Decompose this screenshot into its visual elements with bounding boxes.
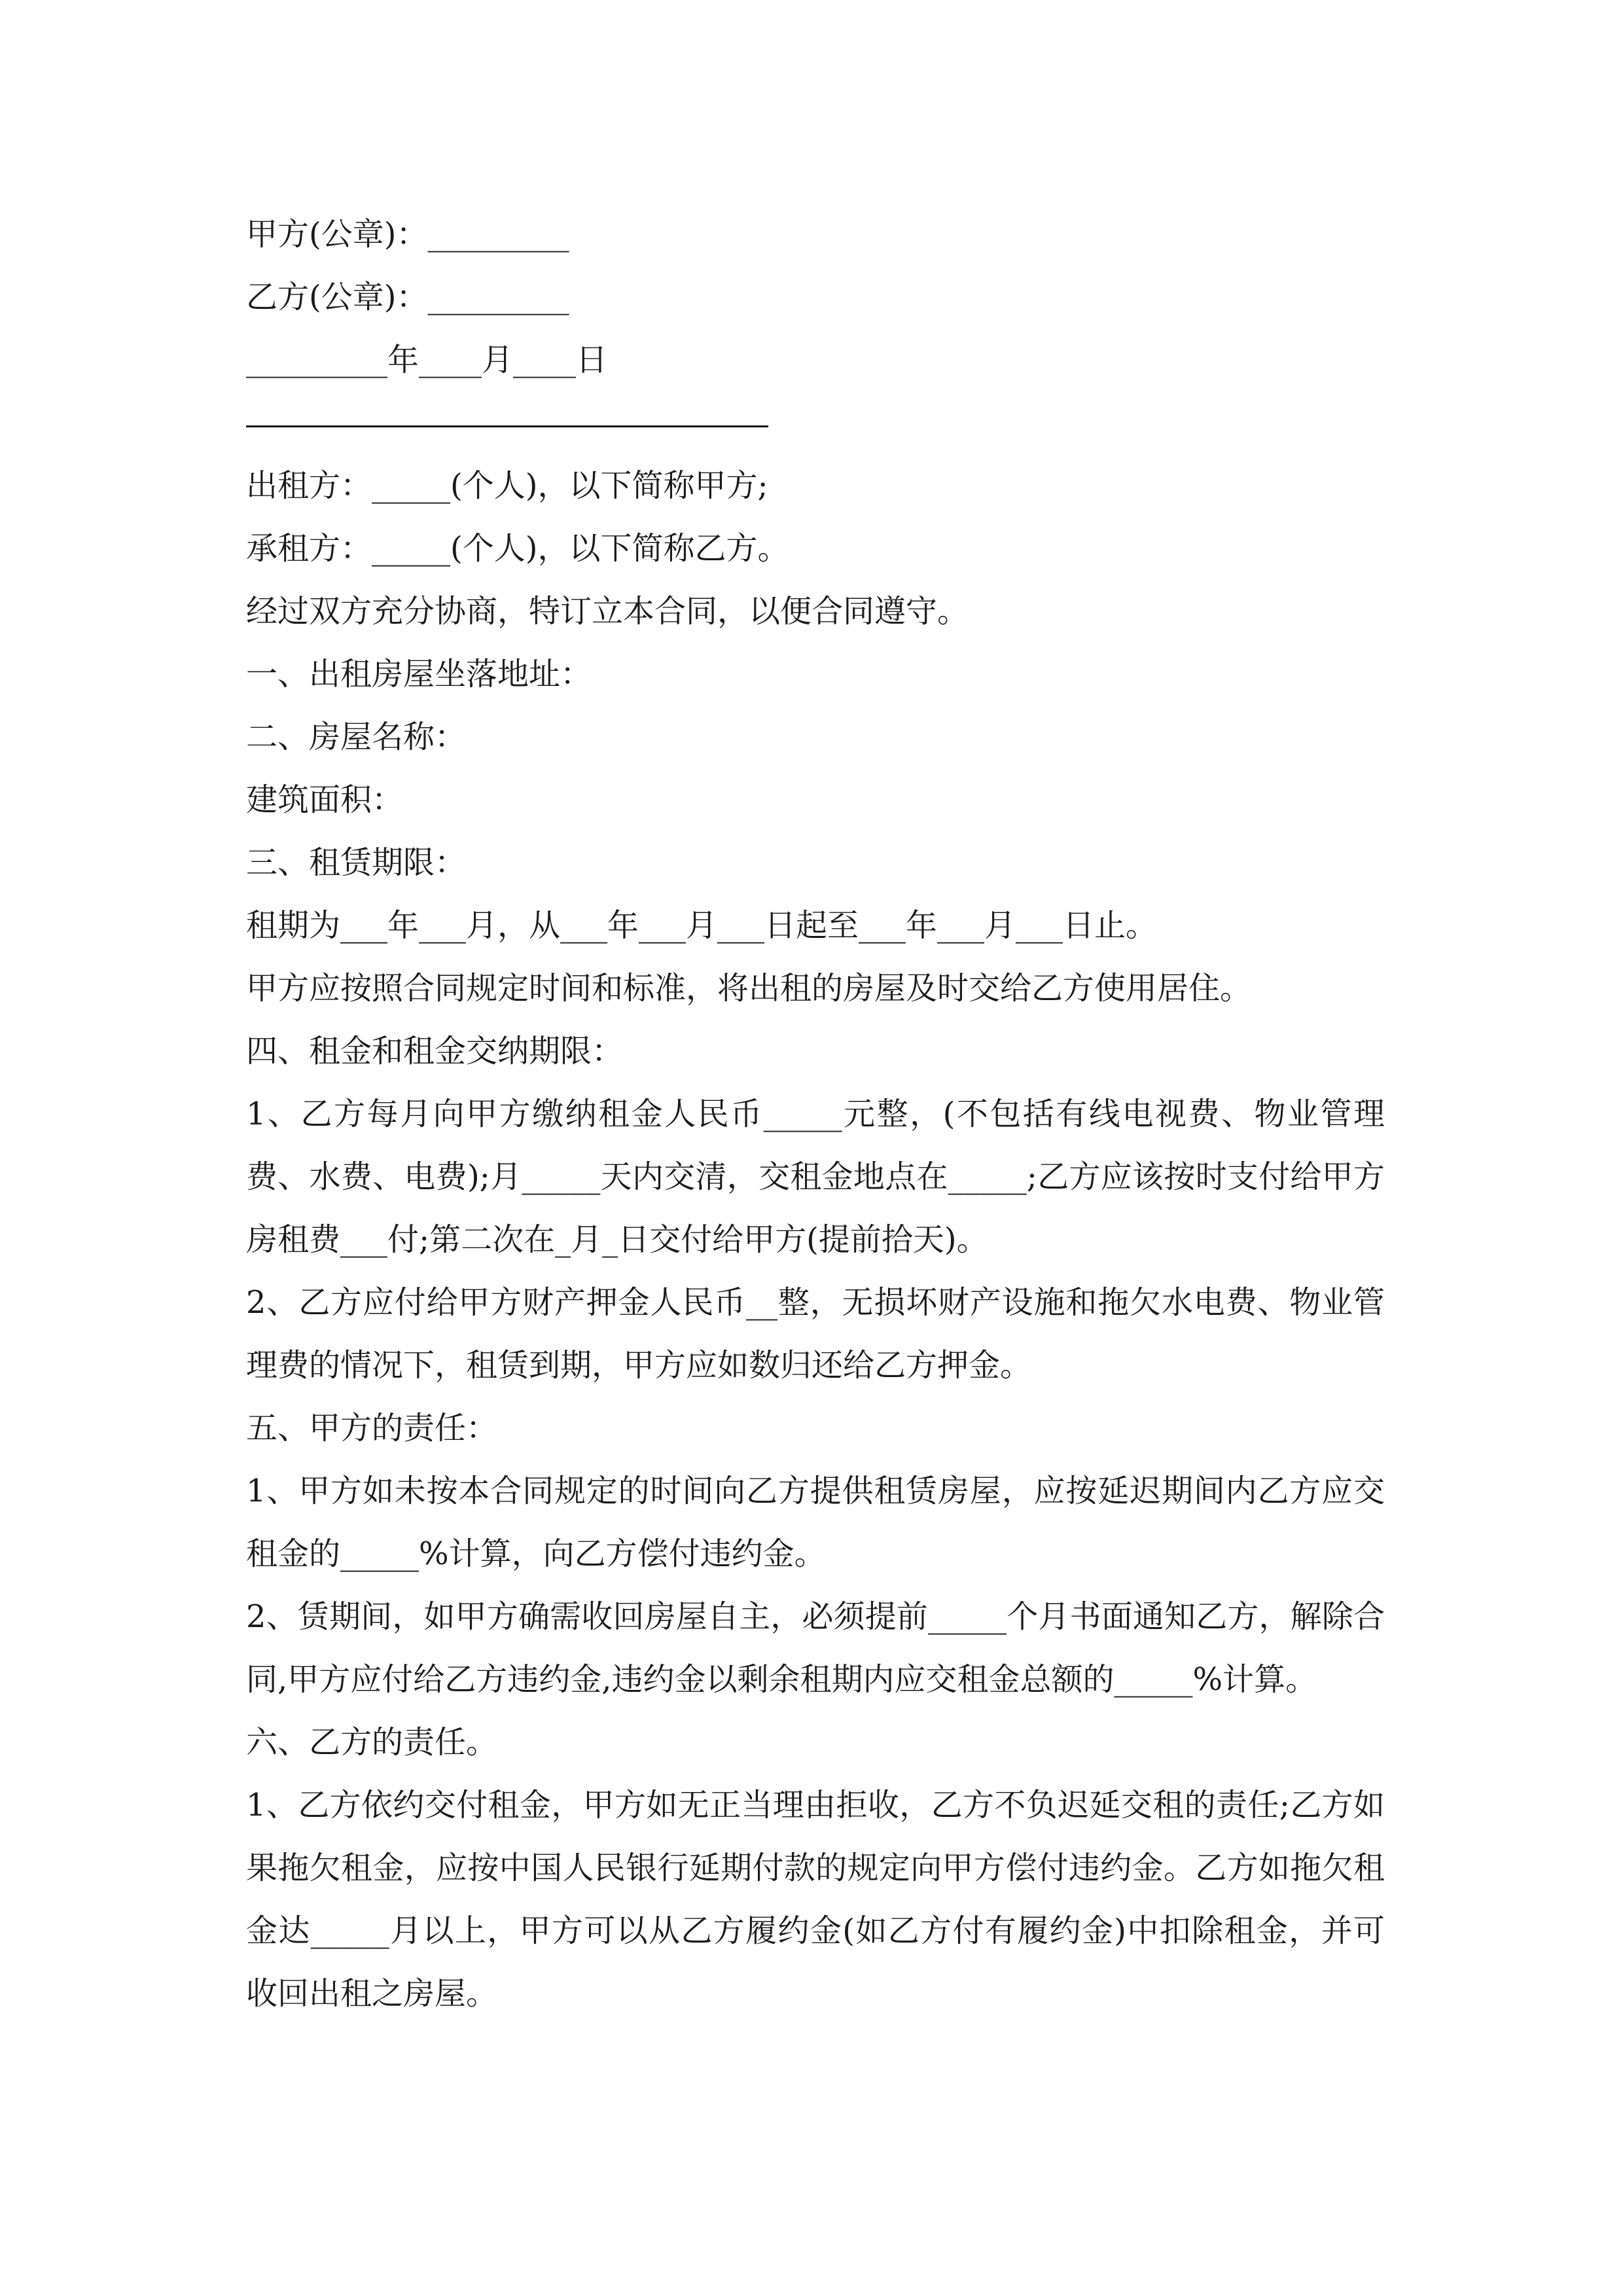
preamble: 经过双方充分协商，特订立本合同，以便合同遵守。: [246, 593, 969, 630]
section-separator: [246, 391, 1385, 454]
lessee-payment-clause: 1、乙方依约交付租金，甲方如无正当理由拒收，乙方不负迟延交租的责任;乙方如果拖欠租金，应按中国人民银行延期付款的规定向甲方偿付违约金。乙方如拖欠租金达_____月以上，甲方可以从乙方履约金(如乙方付有履约金)中扣除租金，并可收回出租之房屋。: [246, 1787, 1385, 2012]
clause-6-heading: 六、乙方的责任。: [246, 1724, 498, 1761]
party-a-seal-line: 甲方(公章)：_________: [246, 216, 569, 253]
lessor-line: 出租方：_____(个人)，以下简称甲方;: [246, 467, 768, 504]
lease-term: 租期为___年___月，从___年___月___日起至___年___月___日止。: [246, 907, 1158, 944]
clause-4-heading: 四、租金和租金交纳期限：: [246, 1033, 624, 1069]
rent-payment-clause: 1、乙方每月向甲方缴纳租金人民币_____元整，(不包括有线电视费、物业管理费、水费、电费);月_____天内交清，交租金地点在_____;乙方应该按时支付给甲方房租费___付;第二次在_月_日交付给甲方(提前拾天)。: [246, 1096, 1385, 1258]
handover-clause: 甲方应按照合同规定时间和标准，将出租的房屋及时交给乙方使用居住。: [246, 970, 1252, 1007]
deposit-clause: 2、乙方应付给甲方财产押金人民币__整，无损坏财产设施和拖欠水电费、物业管理费的情况下，租赁到期，甲方应如数归还给乙方押金。: [246, 1284, 1385, 1384]
date-line: _________年____月____日: [246, 342, 608, 378]
lessee-line: 承租方：_____(个人)，以下简称乙方。: [246, 530, 789, 567]
clause-5-heading: 五、甲方的责任：: [246, 1410, 498, 1446]
lessor-delay-clause: 1、甲方如未按本合同规定的时间向乙方提供租赁房屋，应按延迟期间内乙方应交租金的_____%计算，向乙方偿付违约金。: [246, 1473, 1385, 1572]
contract-text: [246, 203, 1385, 2025]
clause-1-heading: 一、出租房屋坐落地址：: [246, 656, 592, 692]
clause-2-heading: 二、房屋名称：: [246, 719, 467, 755]
lessor-early-termination-clause: 2、赁期间，如甲方确需收回房屋自主，必须提前_____个月书面通知乙方，解除合同,甲方应付给乙方违约金,违约金以剩余租期内应交租金总额的_____%计算。: [246, 1598, 1385, 1698]
building-area: 建筑面积：: [246, 781, 404, 818]
clause-3-heading: 三、租赁期限：: [246, 844, 467, 881]
separator-rule: [246, 425, 768, 427]
party-b-seal-line: 乙方(公章)：_________: [246, 279, 569, 315]
